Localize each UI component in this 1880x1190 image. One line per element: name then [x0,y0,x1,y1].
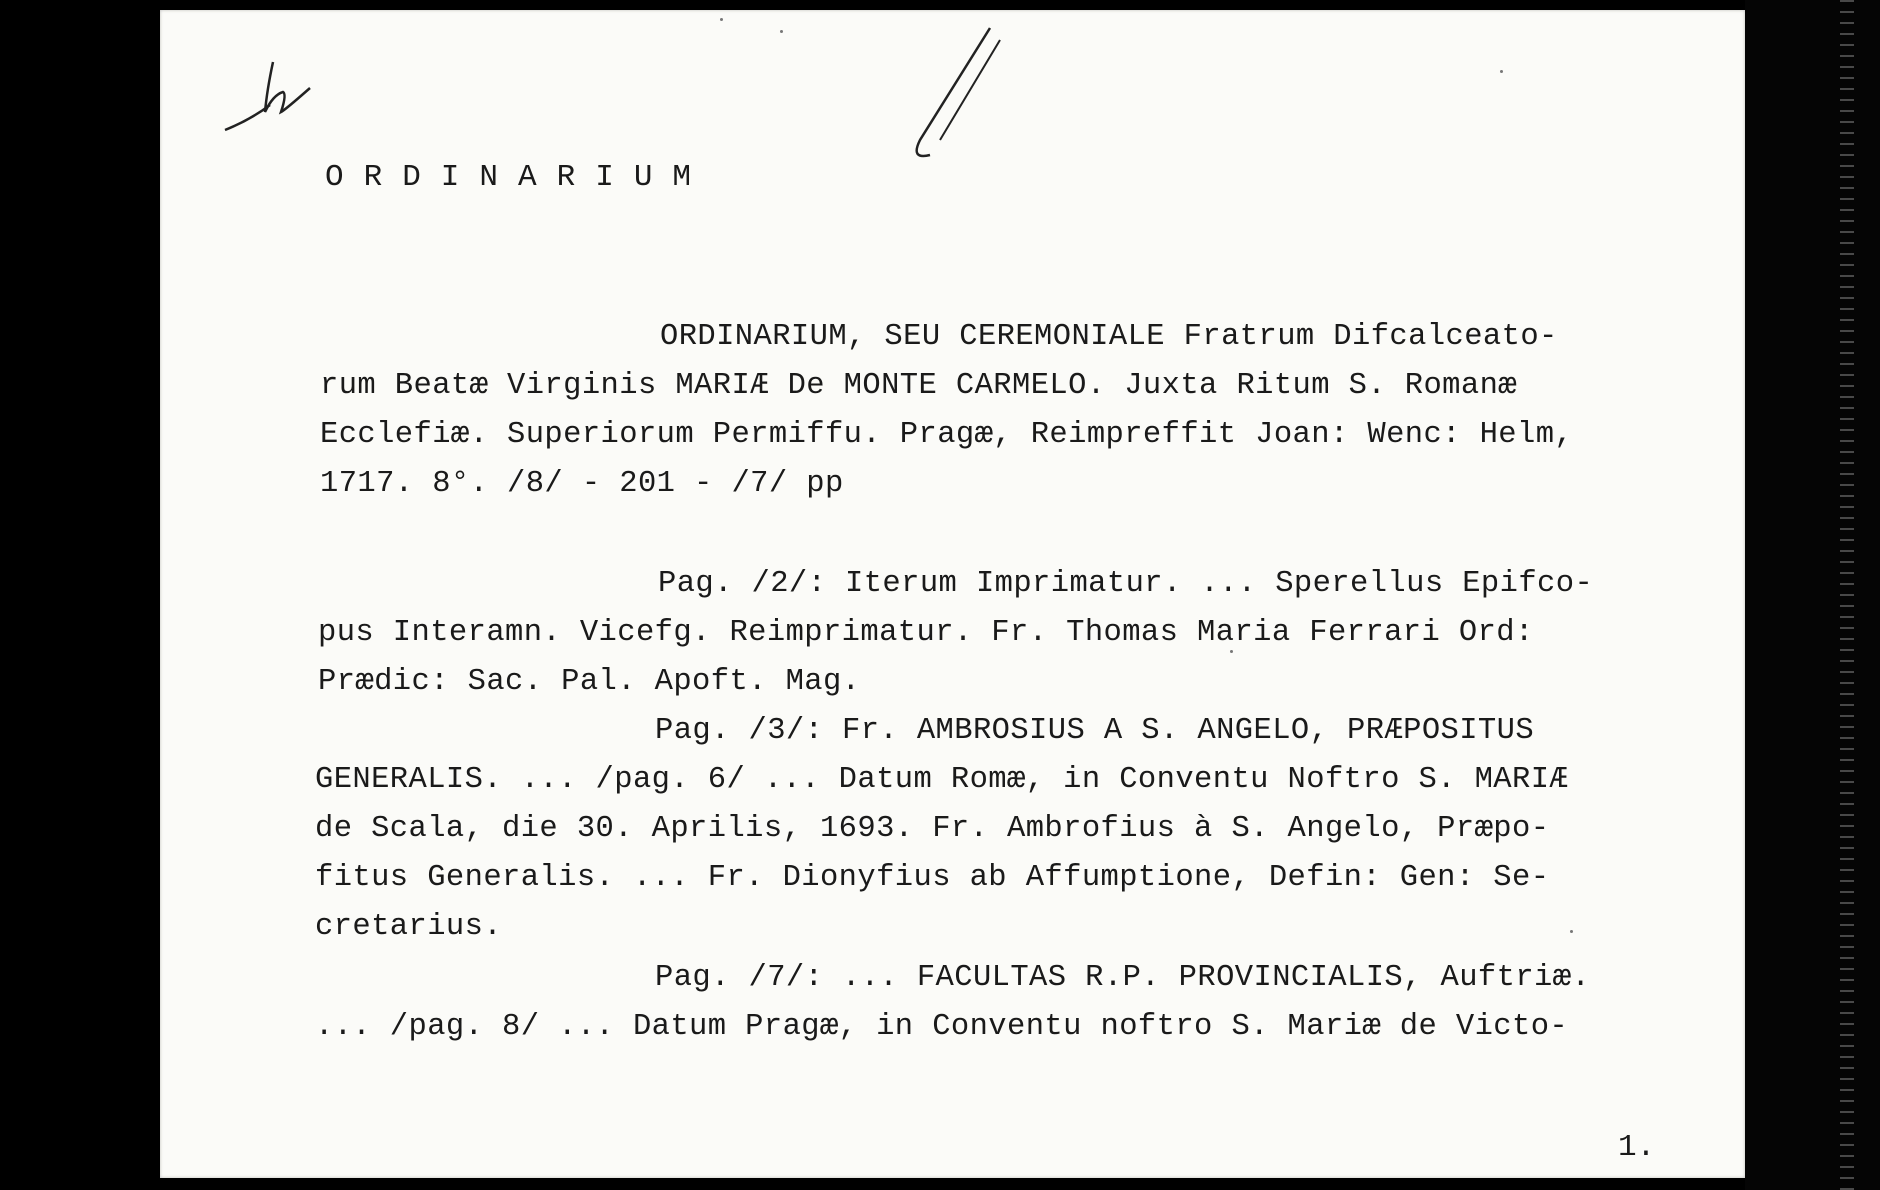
text-line: pus Interamn. Vicefg. Reimprimatur. Fr. Thomas Maria Ferrari Ord: [318,616,1534,650]
title-paragraph [320,313,1573,509]
text-line: 1717. 8°. /8/ - 201 - /7/ pp [320,467,844,501]
text-line: Ecclefiæ. Superiorum Permiffu. Pragæ, Reimpreffit Joan: Wenc: Helm, [320,418,1574,452]
text-line: Pag. /3/: Fr. AMBROSIUS A S. ANGELO, PRÆPOSITUS [655,714,1535,748]
right-border [1745,0,1880,1190]
speck [780,30,783,33]
facultas-paragraph [315,954,1590,1052]
text-line: Prædic: Sac. Pal. Apoft. Mag. [318,665,861,699]
speck [1500,70,1503,73]
text-line: Pag. /2/: Iterum Imprimatur. ... Sperellus Epifco- [658,567,1594,601]
perforation-dots [1840,0,1854,1190]
ambrosius-paragraph [315,707,1568,952]
paperclip-mark [880,20,1010,170]
speck [720,18,723,21]
imprimatur-paragraph [318,560,1593,707]
text-line: cretarius. [315,910,503,944]
text-line: Pag. /7/: ... FACULTAS R.P. PROVINCIALIS, Auftriæ. [655,961,1591,995]
speck [1570,930,1573,933]
page-number: 1. [1618,1130,1656,1165]
handwritten-mark-text: h [215,50,216,51]
catalog-card [160,10,1745,1178]
text-line: GENERALIS. ... /pag. 6/ ... Datum Romæ, in Conventu Noftro S. MARIÆ [315,763,1569,797]
text-line: de Scala, die 30. Aprilis, 1693. Fr. Ambrofius à S. Angelo, Præpo- [315,812,1550,846]
text-line: ... /pag. 8/ ... Datum Pragæ, in Conventu noftro S. Mariæ de Victo- [315,1010,1569,1044]
text-line: fitus Generalis. ... Fr. Dionyfius ab Affumptione, Defin: Gen: Se- [315,861,1550,895]
handwritten-mark [215,50,335,140]
text-line: rum Beatæ Virginis MARIÆ De MONTE CARMELO. Juxta Ritum S. Romanæ [320,369,1517,403]
heading: ORDINARIUM [325,160,712,195]
left-border [0,0,160,1190]
text-line: ORDINARIUM, SEU CEREMONIALE Fratrum Difcalceato- [660,320,1558,354]
